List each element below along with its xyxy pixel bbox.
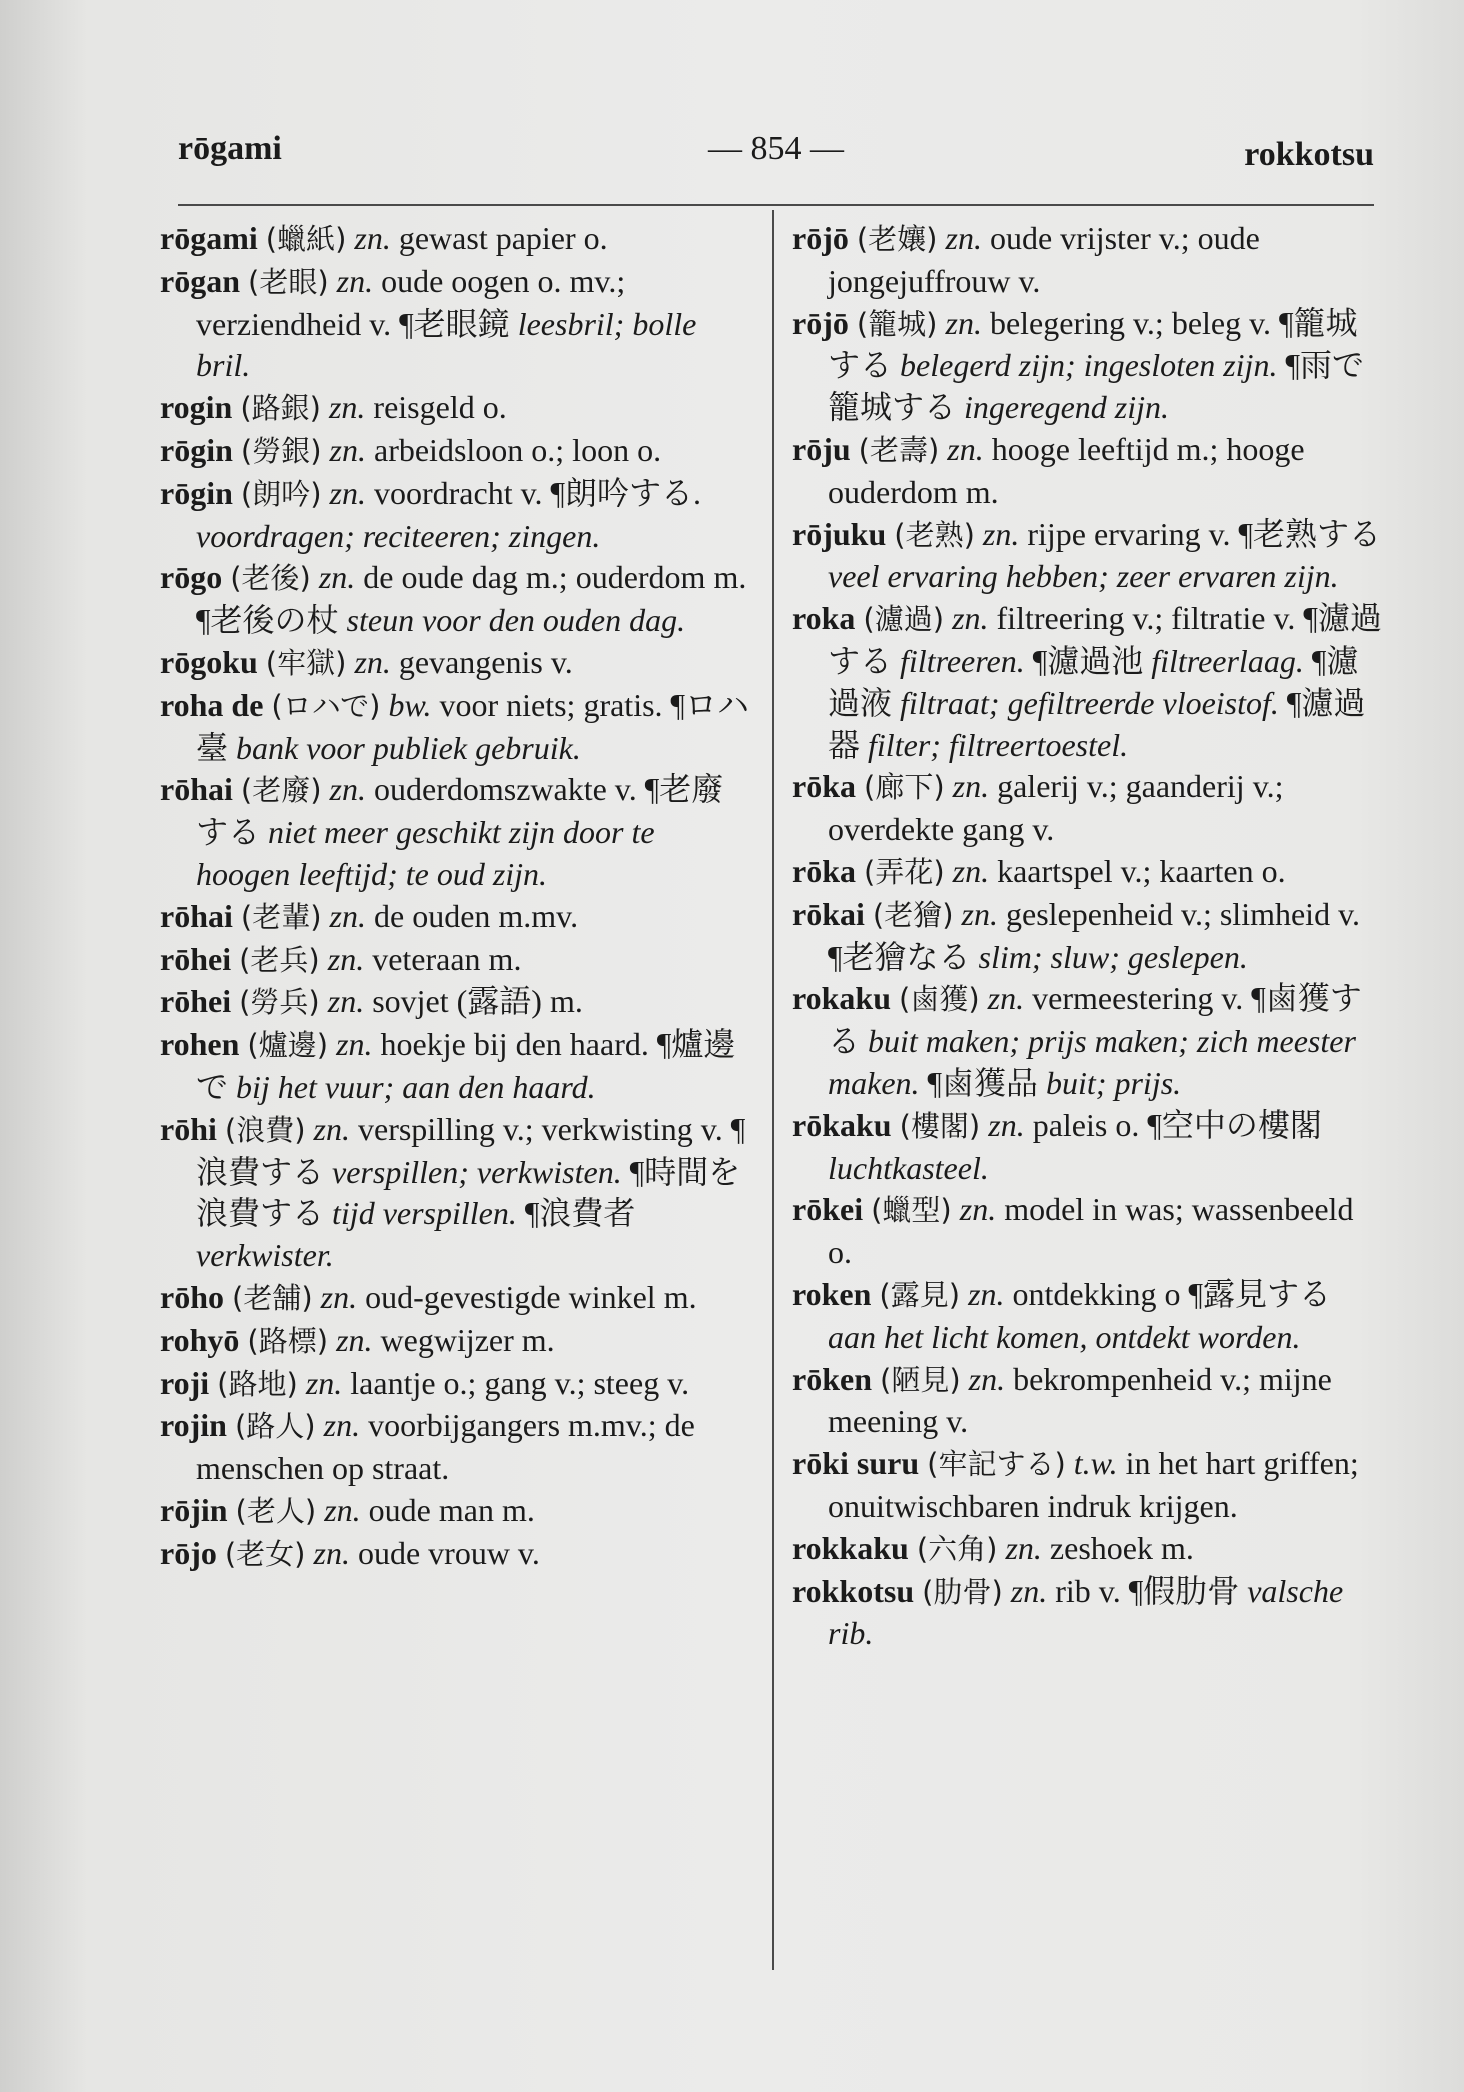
entry-translation: filtraat; gefiltreerde vloeistof. — [900, 684, 1279, 721]
entry-definition: oude vrijster v.; oude jongejuffrouw v. — [828, 220, 1260, 299]
entry-translation: steun voor den ouden dag. — [346, 602, 686, 639]
entry-kanji: (路人) — [234, 1409, 316, 1444]
entry-definition: ¶時間を浪費する — [196, 1153, 741, 1232]
entry-part-of-speech: zn. — [313, 1534, 350, 1571]
entry-translation: bij het vuur; aan den haard. — [236, 1068, 596, 1105]
entry-definition: geslepenheid v.; slimheid v. ¶老獪なる — [828, 895, 1360, 975]
entry-headword: rōjō — [792, 220, 849, 256]
entry-kanji: (勞銀) — [240, 433, 322, 468]
entry-kanji: (老獪) — [872, 897, 954, 932]
dictionary-entry — [792, 1359, 1382, 1444]
dictionary-entry — [792, 598, 1382, 766]
entry-headword: rōken — [792, 1360, 872, 1397]
entry-headword: rōhei — [160, 940, 232, 977]
page-number: — 854 — — [708, 130, 844, 167]
entry-kanji: (六角) — [916, 1531, 998, 1566]
entry-kanji: (爐邊) — [247, 1028, 329, 1063]
entry-part-of-speech: zn. — [945, 304, 982, 341]
column-divider — [772, 210, 774, 1970]
entry-headword: roji — [160, 1364, 210, 1401]
entry-part-of-speech: zn. — [329, 431, 366, 468]
entry-headword: rōgami — [160, 220, 258, 256]
entry-kanji: (老兵) — [239, 942, 320, 977]
entry-part-of-speech: zn. — [354, 220, 391, 256]
entry-part-of-speech: zn. — [313, 1110, 350, 1147]
entry-definition: in het hart griffen; onuitwischbaren indruk krijgen. — [828, 1445, 1359, 1524]
dictionary-entry — [792, 1443, 1382, 1528]
dictionary-entry — [160, 557, 750, 642]
entry-kanji: (老舗) — [232, 1280, 313, 1315]
dictionary-entry — [160, 939, 750, 982]
dictionary-entry — [792, 1571, 1382, 1656]
entry-translation: buit; prijs. — [1046, 1064, 1182, 1101]
entry-kanji: (老廢) — [240, 773, 322, 808]
entry-headword: rokaku — [792, 980, 892, 1017]
entry-definition: hoekje bij den haard. ¶爐邊で — [196, 1026, 736, 1105]
entry-kanji: (鹵獲) — [899, 982, 980, 1017]
entry-headword: rōju — [792, 430, 851, 467]
entry-part-of-speech: zn. — [952, 600, 989, 637]
entry-part-of-speech: zn. — [336, 1321, 373, 1358]
entry-headword: rōgin — [160, 431, 233, 468]
entry-kanji: (蠟紙) — [265, 222, 347, 256]
entry-definition: filtreering v.; filtratie v. ¶濾過する — [828, 600, 1382, 679]
entry-headword: rōka — [792, 852, 856, 889]
entry-kanji: (老熟) — [894, 517, 975, 552]
dictionary-entry — [160, 387, 750, 430]
entry-part-of-speech: zn. — [961, 895, 998, 932]
entry-kanji: (牢獄) — [265, 645, 347, 680]
entry-part-of-speech: zn. — [336, 262, 374, 299]
entry-headword: roken — [792, 1275, 872, 1312]
left-column — [160, 218, 750, 1576]
dictionary-entry — [160, 1320, 750, 1363]
entry-headword: rōki suru — [792, 1445, 920, 1482]
dictionary-entry — [792, 1274, 1382, 1359]
entry-headword: rōgo — [160, 559, 223, 596]
entry-part-of-speech: zn. — [318, 559, 356, 596]
entry-definition: ¶濾過液 — [828, 642, 1359, 721]
entry-headword: rōjo — [160, 1534, 217, 1571]
entry-part-of-speech: zn. — [323, 1407, 361, 1444]
entry-translation: tijd verspillen. — [332, 1195, 517, 1232]
entry-headword: roha de — [160, 686, 264, 723]
entry-definition: oud-gevestigde winkel m. — [365, 1278, 697, 1315]
entry-part-of-speech: zn. — [329, 771, 366, 808]
entry-definition: belegering v.; beleg v. ¶籠城する — [828, 304, 1358, 384]
entry-definition: verspilling v.; verkwisting v. ¶浪費する — [196, 1110, 746, 1190]
entry-kanji: (籠城) — [856, 306, 938, 341]
entry-definition: rib v. ¶假肋骨 — [1055, 1572, 1240, 1609]
dictionary-entry — [792, 978, 1382, 1104]
entry-headword: rōkaku — [792, 1106, 892, 1143]
entry-translation: slim; sluw; geslepen. — [978, 938, 1248, 975]
dictionary-entry — [792, 851, 1382, 894]
entry-part-of-speech: zn. — [324, 1491, 361, 1528]
entry-definition: gewast papier o. — [398, 220, 608, 256]
entry-part-of-speech: zn. — [982, 515, 1020, 552]
entry-part-of-speech: zn. — [320, 1278, 358, 1315]
entry-definition: ¶鹵獲品 — [927, 1064, 1039, 1101]
entry-part-of-speech: zn. — [327, 940, 365, 977]
entry-definition: de ouden m.mv. — [373, 897, 579, 934]
entry-kanji: (牢記する) — [927, 1447, 1066, 1482]
entry-headword: rōhai — [160, 771, 233, 808]
entry-part-of-speech: zn. — [336, 1026, 373, 1063]
entry-headword: rohen — [160, 1026, 240, 1063]
dictionary-entry — [160, 1109, 750, 1277]
dictionary-entry — [160, 1277, 750, 1320]
dictionary-entry — [160, 1024, 750, 1109]
header-last-word: rokkotsu — [1244, 136, 1374, 173]
entry-kanji: (樓閣) — [899, 1108, 981, 1143]
entry-headword: rōgan — [160, 262, 240, 299]
entry-definition: gevangenis v. — [398, 643, 573, 680]
entry-definition: paleis o. ¶空中の樓閣 — [1032, 1106, 1322, 1143]
entry-headword: rōhi — [160, 1110, 217, 1147]
entry-part-of-speech: zn. — [952, 768, 990, 805]
entry-definition: ¶濾過器 — [828, 684, 1366, 763]
entry-definition: ¶浪費者 — [524, 1195, 636, 1232]
header-rule — [178, 204, 1374, 206]
entry-kanji: (ロハで) — [271, 688, 381, 723]
entry-translation: valsche rib. — [828, 1572, 1344, 1652]
entry-headword: rōgin — [160, 474, 233, 511]
entry-kanji: (路地) — [217, 1366, 298, 1401]
entry-part-of-speech: zn. — [305, 1364, 343, 1401]
entry-kanji: (勞兵) — [239, 985, 320, 1020]
entry-part-of-speech: bw. — [388, 686, 432, 723]
dictionary-entry — [160, 473, 750, 558]
entry-translation: leesbril; bolle bril. — [196, 305, 697, 384]
entry-headword: rōjin — [160, 1491, 228, 1528]
entry-part-of-speech: zn. — [959, 1191, 997, 1228]
dictionary-entry — [792, 429, 1382, 514]
entry-translation: filtreerlaag. — [1151, 642, 1304, 679]
entry-definition: kaartspel v.; kaarten o. — [997, 852, 1286, 889]
entry-definition: ontdekking o ¶露見する — [1012, 1275, 1332, 1312]
entry-headword: rokkaku — [792, 1529, 909, 1566]
entry-translation: ingeregend zijn. — [964, 389, 1170, 426]
header-first-word: rōgami — [178, 130, 282, 167]
entry-translation: niet meer geschikt zijn door te hoogen leeftijd; te oud zijn. — [196, 814, 655, 892]
entry-headword: rokkotsu — [792, 1572, 915, 1609]
dictionary-entry — [160, 1490, 750, 1533]
entry-definition: galerij v.; gaanderij v.; overdekte gang v. — [828, 768, 1284, 848]
entry-part-of-speech: zn. — [327, 983, 365, 1020]
dictionary-entry — [160, 1405, 750, 1490]
dictionary-entry — [160, 769, 750, 895]
entry-translation: veel ervaring hebben; zeer ervaren zijn. — [828, 558, 1339, 595]
entry-part-of-speech: zn. — [1010, 1572, 1048, 1609]
entry-headword: rōhei — [160, 983, 232, 1020]
entry-translation: voordragen; reciteeren; zingen. — [196, 517, 601, 554]
dictionary-entry — [160, 261, 750, 387]
entry-definition: voor niets; gratis. ¶ロハ臺 — [196, 686, 750, 766]
entry-kanji: (老後) — [230, 561, 311, 596]
dictionary-entry — [792, 766, 1382, 851]
entry-translation: luchtkasteel. — [828, 1149, 989, 1186]
entry-kanji: (濾過) — [863, 602, 945, 637]
entry-definition: zeshoek m. — [1049, 1529, 1194, 1566]
entry-definition: wegwijzer m. — [380, 1321, 555, 1358]
entry-kanji: (老輩) — [240, 899, 322, 934]
entry-definition: veteraan m. — [372, 940, 522, 977]
entry-definition: voordracht v. ¶朗吟する. — [373, 474, 702, 511]
entry-definition: laantje o.; gang v.; steeg v. — [350, 1364, 690, 1401]
entry-definition: rijpe ervaring v. ¶老熟する — [1027, 515, 1382, 552]
entry-kanji: (蠟型) — [871, 1193, 952, 1228]
entry-definition: sovjet (露語) m. — [372, 983, 583, 1020]
entry-translation: bank voor publiek gebruik. — [236, 729, 581, 766]
entry-definition: reisgeld o. — [373, 389, 507, 426]
entry-headword: rōkei — [792, 1191, 864, 1228]
entry-kanji: (肋骨) — [922, 1574, 1003, 1609]
entry-kanji: (陋見) — [880, 1362, 961, 1397]
entry-kanji: (弄花) — [864, 854, 945, 889]
entry-headword: roka — [792, 600, 856, 637]
entry-definition: bekrompenheid v.; mijne meening v. — [828, 1360, 1332, 1440]
entry-kanji: (露見) — [879, 1277, 961, 1312]
dictionary-entry — [160, 1363, 750, 1406]
dictionary-entry — [792, 1105, 1382, 1190]
entry-kanji: (老人) — [235, 1493, 317, 1528]
entry-headword: rōho — [160, 1278, 224, 1315]
entry-translation: verspillen; verkwisten. — [332, 1153, 622, 1190]
dictionary-entry — [792, 218, 1382, 303]
entry-headword: rohyō — [160, 1321, 240, 1358]
entry-definition: model in was; wassenbeeld o. — [828, 1191, 1354, 1271]
dictionary-entry — [160, 218, 750, 261]
entry-headword: rōjō — [792, 304, 849, 341]
right-column — [792, 218, 1382, 1655]
dictionary-entry — [160, 642, 750, 685]
dictionary-entry — [160, 981, 750, 1024]
entry-definition: de oude dag m.; ouderdom m. ¶老後の杖 — [196, 559, 747, 639]
entry-part-of-speech: zn. — [328, 389, 366, 426]
entry-headword: rōka — [792, 768, 856, 805]
entry-part-of-speech: zn. — [1005, 1529, 1042, 1566]
entry-part-of-speech: zn. — [947, 430, 984, 467]
entry-part-of-speech: zn. — [952, 852, 990, 889]
entry-part-of-speech: zn. — [329, 897, 366, 934]
entry-kanji: (路標) — [247, 1323, 329, 1358]
entry-definition: ¶雨で籠城する — [828, 347, 1364, 426]
entry-headword: rojin — [160, 1407, 227, 1444]
entry-definition: vermeestering v. ¶鹵獲する — [828, 980, 1362, 1060]
dictionary-entry — [160, 1533, 750, 1576]
entry-kanji: (浪費) — [224, 1112, 306, 1147]
dictionary-entry — [160, 430, 750, 473]
entry-headword: rogin — [160, 389, 233, 426]
entry-kanji: (老壽) — [858, 432, 940, 467]
entry-kanji: (老眼) — [248, 264, 329, 299]
entry-definition: ¶濾過池 — [1032, 642, 1144, 679]
entry-translation: verkwister. — [196, 1237, 334, 1274]
entry-definition: arbeidsloon o.; loon o. — [373, 431, 662, 468]
entry-part-of-speech: zn. — [968, 1275, 1005, 1312]
entry-part-of-speech: zn. — [329, 474, 366, 511]
entry-translation: aan het licht komen, ontdekt worden. — [828, 1318, 1301, 1355]
entry-definition: ouderdomszwakte v. ¶老廢する — [196, 771, 724, 851]
entry-headword: rōjuku — [792, 515, 887, 552]
entry-translation: filter; filtreertoestel. — [868, 726, 1129, 763]
dictionary-entry — [160, 896, 750, 939]
dictionary-entry — [792, 1189, 1382, 1274]
entry-part-of-speech: zn. — [354, 643, 391, 680]
entry-part-of-speech: t.w. — [1073, 1445, 1118, 1482]
dictionary-entry — [792, 1528, 1382, 1571]
dictionary-entry — [792, 303, 1382, 429]
entry-translation: belegerd zijn; ingesloten zijn. — [900, 347, 1278, 384]
entry-headword: rōkai — [792, 895, 865, 932]
dictionary-entry — [160, 685, 750, 770]
entry-kanji: (老女) — [224, 1536, 306, 1571]
entry-definition: hooge leeftijd m.; hooge ouderdom m. — [828, 430, 1305, 510]
entry-headword: rōhai — [160, 897, 233, 934]
entry-definition: oude oogen o. mv.; verziendheid v. ¶老眼鏡 — [196, 262, 626, 342]
dictionary-entry — [792, 514, 1382, 599]
dictionary-entry — [792, 894, 1382, 979]
entry-translation: buit maken; prijs maken; zich meester maken. — [828, 1023, 1356, 1101]
entry-definition: voorbijgangers m.mv.; de menschen op straat. — [196, 1407, 695, 1487]
entry-kanji: (老孃) — [856, 222, 938, 256]
entry-part-of-speech: zn. — [988, 1106, 1025, 1143]
entry-part-of-speech: zn. — [987, 980, 1025, 1017]
page-header — [178, 130, 1374, 180]
entry-definition: oude man m. — [368, 1491, 535, 1528]
entry-translation: filtreeren. — [900, 642, 1025, 679]
entry-headword: rōgoku — [160, 643, 258, 680]
entry-kanji: (廊下) — [864, 770, 945, 805]
entry-part-of-speech: zn. — [945, 220, 982, 256]
entry-kanji: (路銀) — [240, 391, 321, 426]
entry-part-of-speech: zn. — [968, 1360, 1006, 1397]
entry-kanji: (朗吟) — [240, 476, 322, 511]
entry-definition: oude vrouw v. — [357, 1534, 540, 1571]
